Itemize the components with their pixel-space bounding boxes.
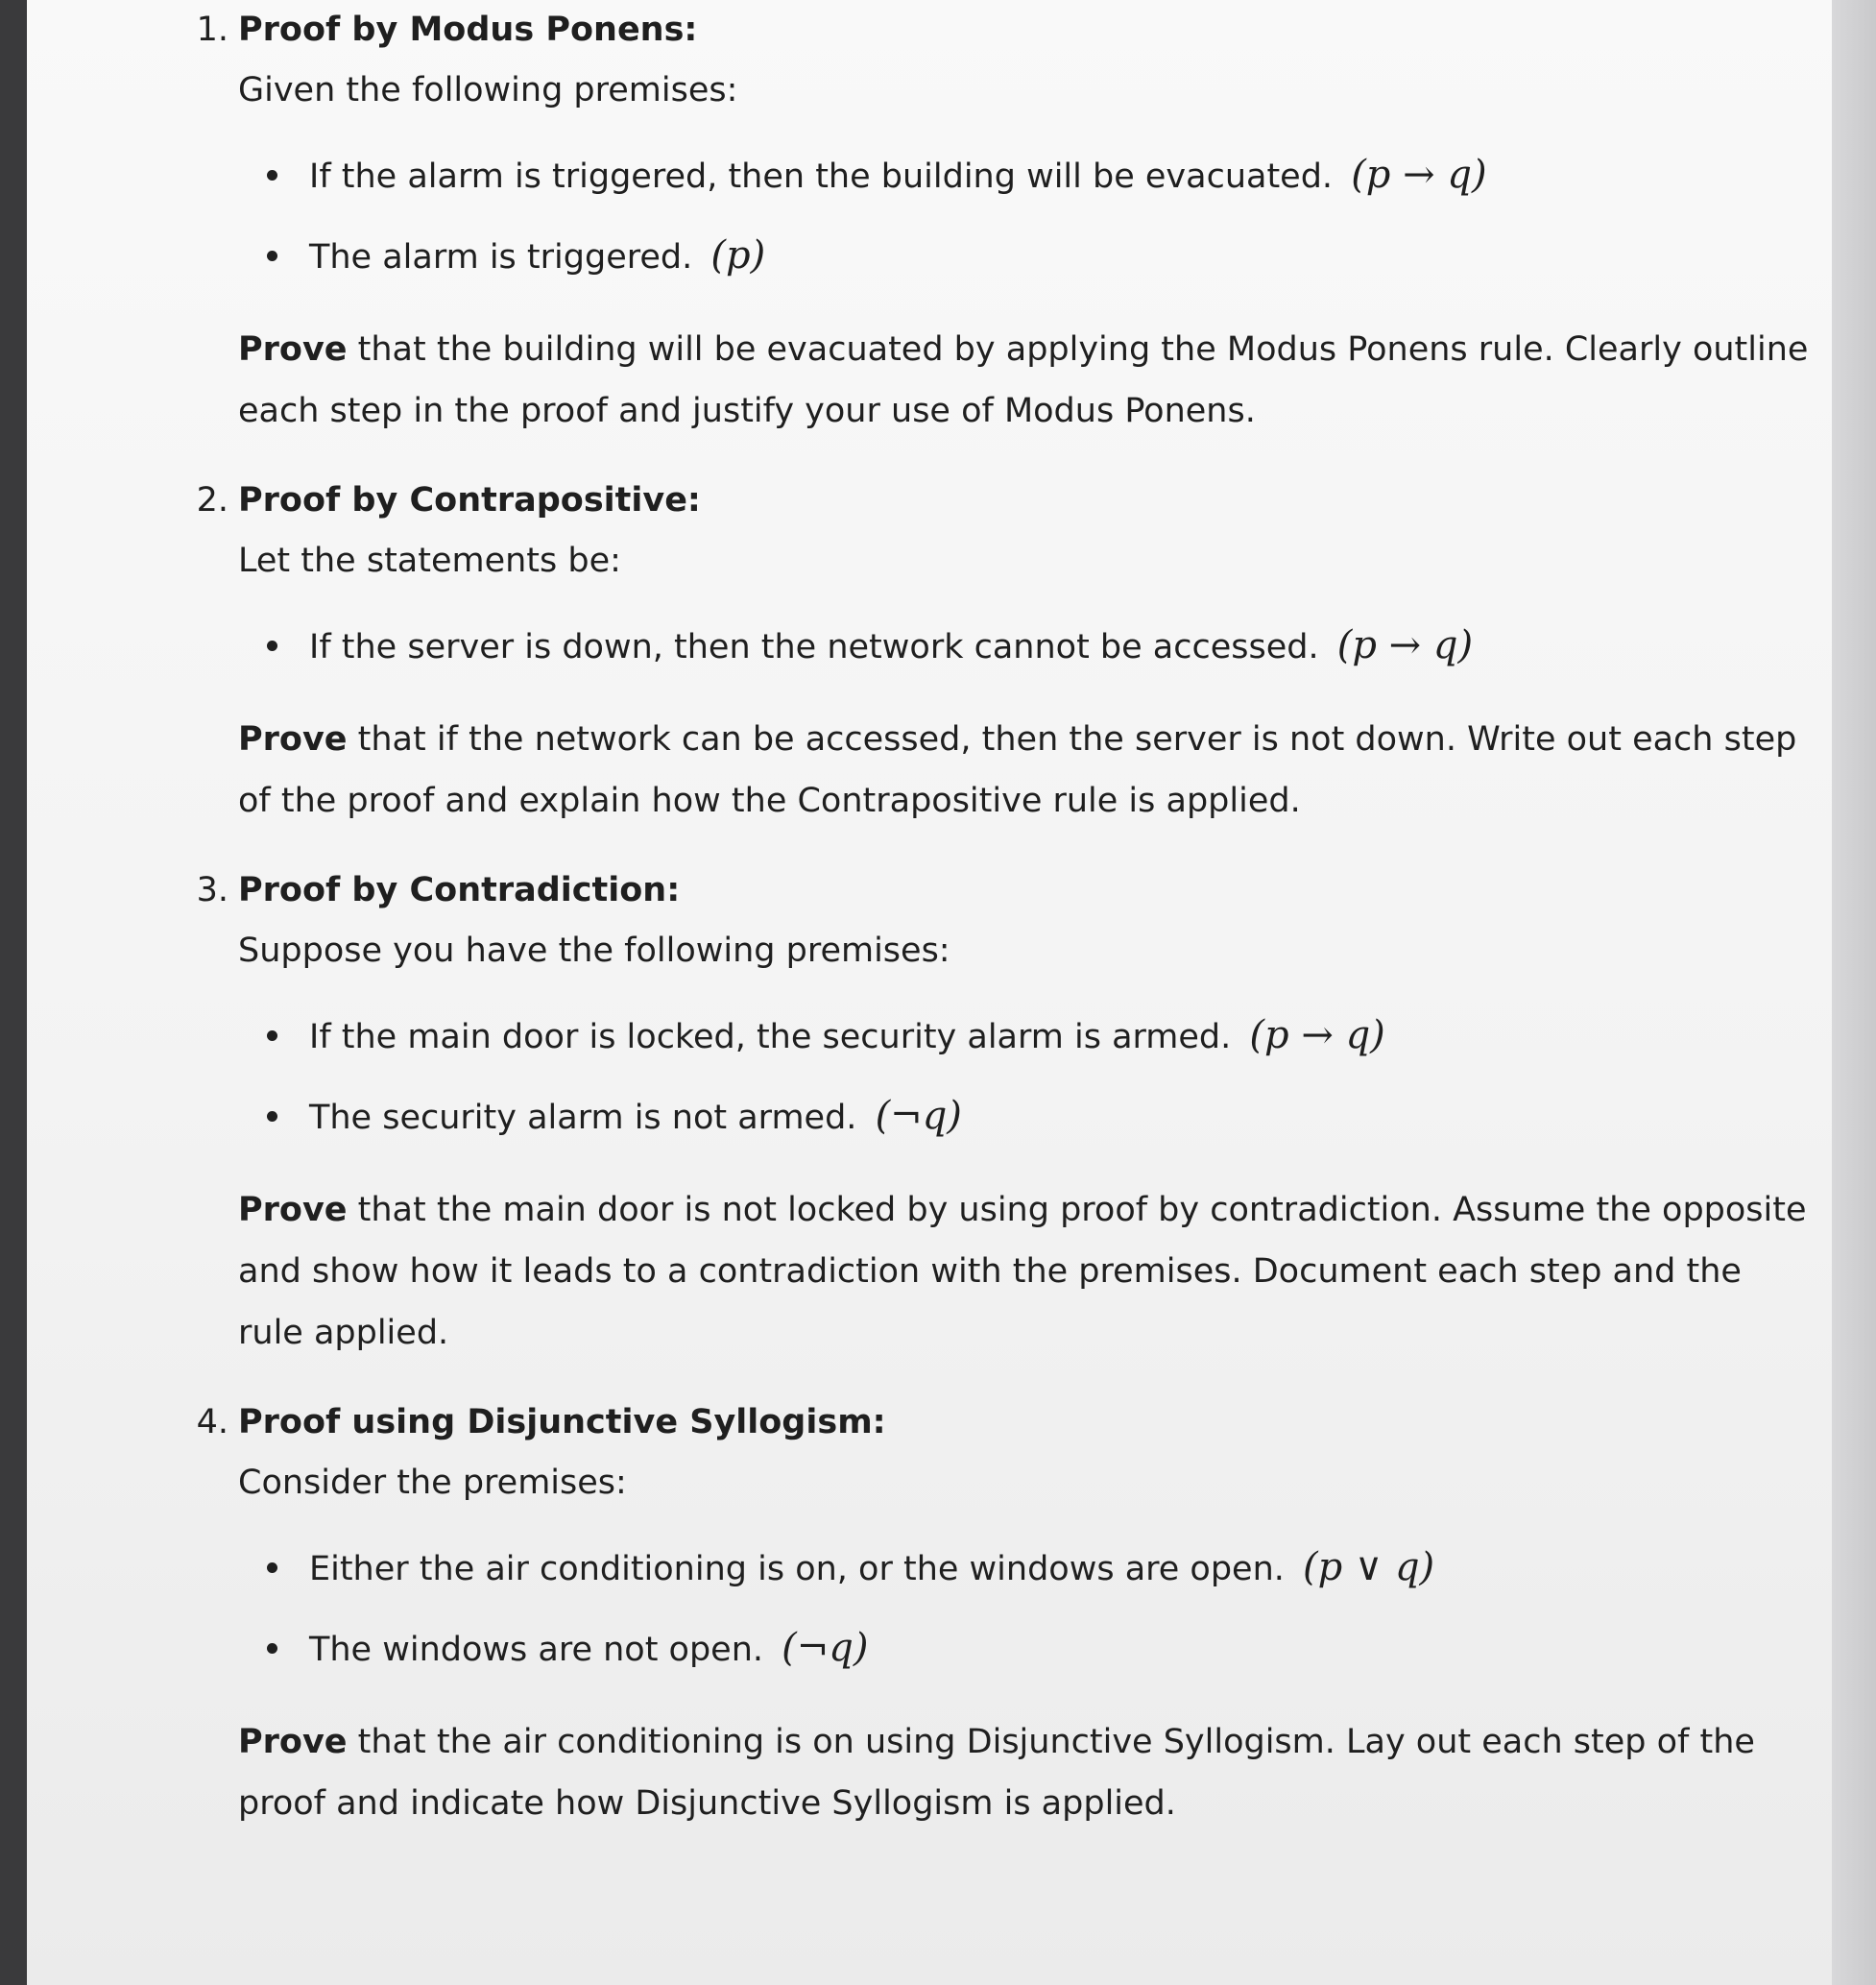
bullet-icon [267, 641, 277, 651]
task-keyword: Prove [238, 1191, 348, 1229]
problem-task [238, 319, 1813, 442]
premise-item [238, 1527, 1784, 1608]
premise-list [238, 995, 1784, 1156]
premise-formula: (¬q) [782, 1626, 869, 1670]
premise-formula: (p → q) [1249, 1013, 1385, 1057]
problem-intro: Let the statements be: [238, 542, 621, 580]
premise-list [238, 1527, 1784, 1688]
premise-item [238, 1076, 1784, 1156]
premise-formula: (p ∨ q) [1303, 1545, 1435, 1589]
problem-3 [171, 860, 1807, 1364]
premise-formula: (p) [710, 233, 766, 278]
premise-formula: (¬q) [875, 1094, 962, 1138]
bullet-icon [267, 1643, 277, 1654]
bullet-icon [267, 170, 277, 181]
problem-task [238, 709, 1813, 832]
task-keyword: Prove [238, 1723, 348, 1761]
document-screen [27, 0, 1832, 1985]
task-text: that the building will be evacuated by applying the Modus Ponens rule. Clearly outline each step in the proof and justify your use of Modus Ponens. [238, 330, 1809, 430]
problem-4 [171, 1392, 1784, 1834]
problem-title: Proof by Modus Ponens: [238, 11, 698, 49]
problem-number: 2. [196, 481, 228, 520]
task-text: that the main door is not locked by using proof by contradiction. Assume the opposite and show how it leads to a contradiction with the premises. Document each step and the rule applied. [238, 1191, 1807, 1352]
problem-task [238, 1711, 1813, 1834]
premise-text: The alarm is triggered. [309, 238, 693, 277]
problem-number: 3. [196, 871, 228, 909]
problem-task [238, 1179, 1813, 1364]
premise-text: If the server is down, then the network cannot be accessed. [309, 628, 1319, 666]
problem-title: Proof by Contradiction: [238, 871, 681, 909]
problem-intro: Suppose you have the following premises: [238, 932, 950, 970]
problem-intro: Given the following premises: [238, 71, 738, 109]
premise-text: The windows are not open. [309, 1631, 764, 1669]
task-keyword: Prove [238, 330, 348, 369]
premise-text: Either the air conditioning is on, or the windows are open. [309, 1550, 1285, 1588]
premise-item [238, 1608, 1784, 1688]
premise-text: If the main door is locked, the security alarm is armed. [309, 1018, 1232, 1056]
problem-title: Proof using Disjunctive Syllogism: [238, 1403, 886, 1441]
problem-number: 4. [196, 1403, 228, 1441]
premise-formula: (p → q) [1351, 153, 1487, 197]
premise-list [238, 134, 1784, 296]
premise-list [238, 605, 1784, 686]
task-text: that if the network can be accessed, then the server is not down. Write out each step of the proof and explain how the Contrapositive rule is applied. [238, 720, 1797, 820]
problem-intro: Consider the premises: [238, 1464, 627, 1502]
bullet-icon [267, 1562, 277, 1573]
assignment-content [171, 0, 1809, 1863]
premise-item [238, 215, 1784, 296]
problem-2 [171, 471, 1797, 832]
bullet-icon [267, 1030, 277, 1041]
premise-item [238, 134, 1784, 215]
screen-bezel [1832, 0, 1876, 1985]
task-keyword: Prove [238, 720, 348, 759]
problem-1 [171, 0, 1809, 442]
bullet-icon [267, 1111, 277, 1122]
problem-title: Proof by Contrapositive: [238, 481, 701, 520]
bullet-icon [267, 251, 277, 261]
problem-number: 1. [196, 11, 228, 49]
premise-text: If the alarm is triggered, then the building will be evacuated. [309, 157, 1334, 196]
premise-formula: (p → q) [1336, 623, 1474, 667]
premise-item [238, 605, 1784, 686]
task-text: that the air conditioning is on using Disjunctive Syllogism. Lay out each step of the proof and indicate how Disjunctive Syllogism is applied. [238, 1723, 1755, 1823]
premise-item [238, 995, 1784, 1076]
premise-text: The security alarm is not armed. [309, 1099, 857, 1137]
